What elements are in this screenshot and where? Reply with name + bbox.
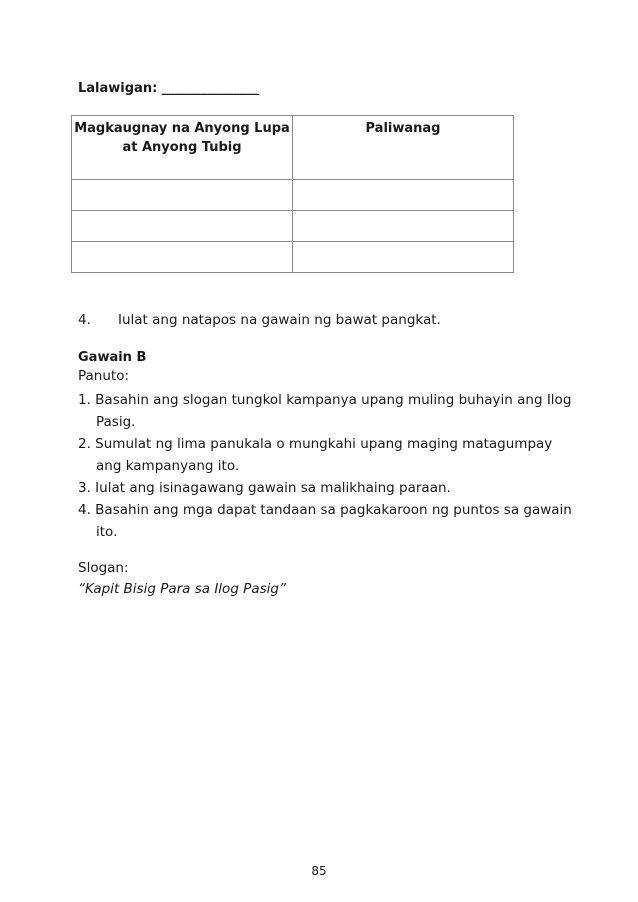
- table-row: [72, 242, 514, 273]
- item-4-text: Iulat ang natapos na gawain ng bawat pangkat.: [118, 312, 441, 328]
- table-cell: [72, 180, 293, 211]
- list-item: 4. Basahin ang mga dapat tandaan sa pagkakaroon ng puntos sa gawain ito.: [78, 502, 572, 540]
- gawain-b-title: Gawain B: [78, 350, 147, 365]
- answer-table: [71, 115, 514, 273]
- list-item: 2. Sumulat ng lima panukala o mungkahi upang maging matagumpay ang kampanyang ito.: [78, 436, 553, 474]
- table-row: [72, 180, 514, 211]
- table-cell: [293, 180, 514, 211]
- table-header-landforms: Magkaugnay na Anyong Lupa at Anyong Tubig: [72, 116, 293, 180]
- province-label: Lalawigan: _______________: [78, 81, 260, 96]
- item-4-number: 4.: [78, 312, 91, 328]
- list-item: 1. Basahin ang slogan tungkol kampanya upang muling buhayin ang Ilog Pasig.: [78, 392, 572, 430]
- instruction-steps: [78, 389, 578, 543]
- table-header-explanation: Paliwanag: [293, 116, 514, 180]
- slogan-text: “Kapit Bisig Para sa Ilog Pasig”: [78, 581, 286, 597]
- instructions-label: Panuto:: [78, 368, 130, 384]
- table-cell: [72, 211, 293, 242]
- table-row: [72, 211, 514, 242]
- table-cell: [72, 242, 293, 273]
- table-cell: [293, 242, 514, 273]
- table-cell: [293, 211, 514, 242]
- slogan-label: Slogan:: [78, 560, 129, 576]
- page-number: 85: [311, 864, 327, 878]
- table-header-row: [72, 116, 514, 180]
- list-item: 3. Iulat ang isinagawang gawain sa malikhaing paraan.: [78, 480, 451, 496]
